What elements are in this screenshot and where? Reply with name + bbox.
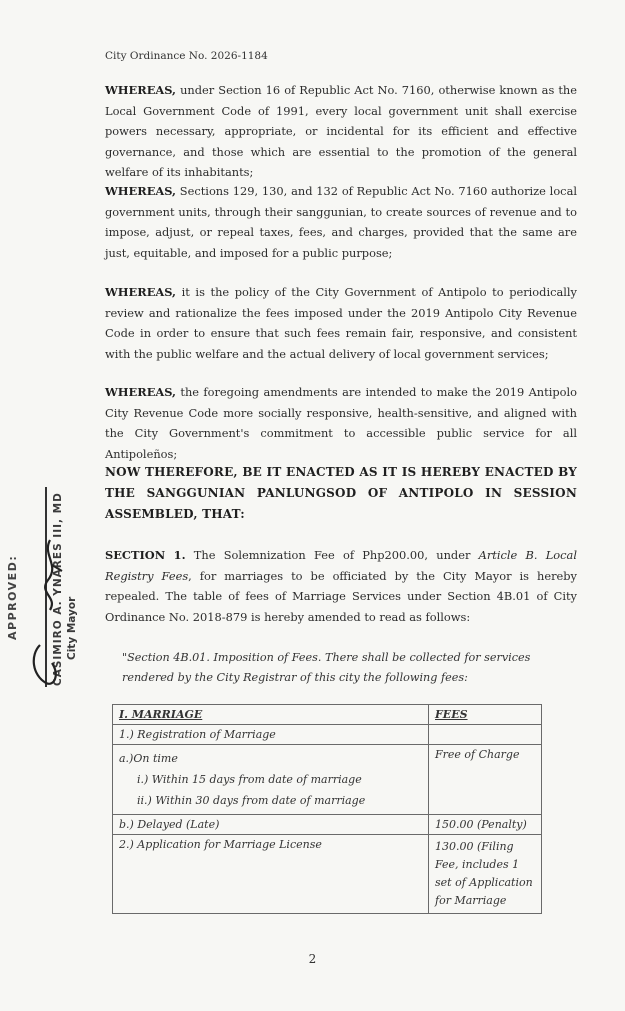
table-header-row <box>113 705 542 725</box>
row-within-30-days: ii.) Within 30 days from date of marriage <box>137 794 366 807</box>
row-registration-label: 1.) Registration of Marriage <box>113 725 429 745</box>
table-row <box>113 815 542 835</box>
section-text-a: The Solemnization Fee of Php200.00, under <box>185 548 479 562</box>
whereas-lead: WHEREAS, <box>105 184 177 198</box>
whereas-text: the foregoing amendments are intended to make the 2019 Antipolo City Revenue Code more socially responsive, health-sensitive, and aligned with the City Government's commitment to accessible public service for all Antipoleños; <box>105 385 577 461</box>
table-cell <box>113 705 429 725</box>
table-row <box>113 725 542 745</box>
table-cell <box>113 745 429 815</box>
whereas-paragraph <box>105 382 577 464</box>
row-delayed-fee: 150.00 (Penalty) <box>429 815 542 835</box>
whereas-text: Sections 129, 130, and 132 of Republic Act No. 7160 authorize local government units, through their sanggunian, to create sources of revenue and to impose, adjust, or repeal taxes, fees, and charges, provided that the same are just, equitable, and imposed for a public purpose; <box>105 184 577 260</box>
table-row <box>113 835 542 914</box>
whereas-text: it is the policy of the City Government of Antipolo to periodically review and rationalize the fees imposed under the 2019 Antipolo City Revenue Code in order to ensure that such fees remain fair, responsive, and consistent with the public welfare and the actual delivery of local government services; <box>105 285 577 361</box>
mayor-title: City Mayor <box>66 596 78 660</box>
whereas-paragraph <box>105 80 577 183</box>
whereas-lead: WHEREAS, <box>105 385 177 399</box>
whereas-lead: WHEREAS, <box>105 83 177 97</box>
whereas-lead: WHEREAS, <box>105 285 177 299</box>
row-within-15-days: i.) Within 15 days from date of marriage <box>137 773 362 786</box>
table-cell <box>429 705 542 725</box>
row-on-time-label: a.)On time <box>119 752 178 765</box>
header-fees: FEES <box>435 708 468 721</box>
section-article-ref: Article B. Local Registry Fees <box>105 548 577 583</box>
quoted-section-intro: "Section 4B.01. Imposition of Fees. There shall be collected for services rendered by the City Registrar of this city the following fees: <box>122 651 531 684</box>
section-text-b: , for marriages to be officiated by the City Mayor is hereby repealed. The table of fees of Marriage Services under Section 4B.01 of City Ordinance No. 2018-879 is hereby amended to read as follows: <box>105 568 577 624</box>
handwritten-signature <box>20 535 80 695</box>
row-delayed-label: b.) Delayed (Late) <box>113 815 429 835</box>
approved-label: APPROVED: <box>6 554 19 640</box>
marriage-fee-table <box>112 704 542 914</box>
section-lead: SECTION 1. <box>105 548 186 562</box>
ordinance-reference: City Ordinance No. 2026-1184 <box>105 50 268 62</box>
table-cell <box>429 725 542 745</box>
row-on-time-fee: Free of Charge <box>429 745 542 815</box>
enacting-clause: NOW THEREFORE, BE IT ENACTED AS IT IS HEREBY ENACTED BY THE SANGGUNIAN PANLUNGSOD OF ANTIPOLO IN SESSION ASSEMBLED, THAT: <box>105 465 577 521</box>
whereas-paragraph <box>105 282 577 364</box>
page-number: 2 <box>308 952 317 966</box>
mayor-name: CASIMIRO A. YNARES III, MD <box>52 492 64 686</box>
table-row <box>113 745 542 815</box>
whereas-paragraph <box>105 181 577 263</box>
row-license-fee: 130.00 (Filing Fee, includes 1 set of Application for Marriage <box>429 835 542 914</box>
section-1-paragraph <box>105 545 577 627</box>
whereas-text: under Section 16 of Republic Act No. 7160, otherwise known as the Local Government Code of 1991, every local government unit shall exercise powers necessary, appropriate, or incidental for its efficient and effective governance, and those which are essential to the promotion of the general welfare of its inhabitants; <box>105 83 577 179</box>
header-marriage: I. MARRIAGE <box>119 708 203 721</box>
row-license-label: 2.) Application for Marriage License <box>113 835 429 914</box>
